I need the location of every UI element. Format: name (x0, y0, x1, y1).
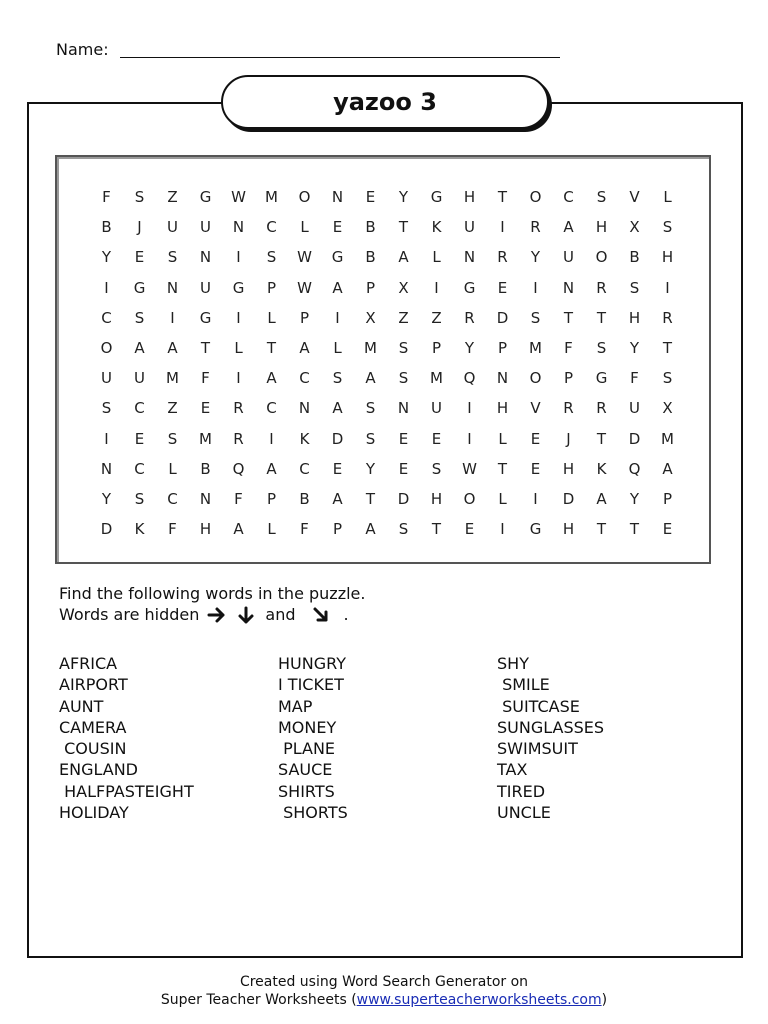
grid-letter: K (299, 429, 310, 448)
grid-letter: C (266, 218, 277, 237)
grid-letter: S (596, 188, 607, 206)
footer-prefix: Super Teacher Worksheets ( (160, 992, 357, 1008)
grid-letter: C (299, 459, 310, 478)
grid-letter: N (331, 188, 344, 206)
grid-letter: R (596, 399, 607, 418)
grid-letter: M (166, 369, 179, 388)
footer-line-1: Created using Word Search Generator on (239, 974, 529, 990)
grid-letter: G (430, 188, 443, 206)
grid-letter: R (530, 218, 541, 237)
word-item: HUNGRY (278, 654, 346, 673)
grid-letter: N (562, 278, 575, 297)
grid-letter: M (265, 188, 278, 206)
word-item: SAUCE (278, 760, 333, 780)
grid-letter: W (231, 188, 246, 206)
grid-letter: A (365, 369, 376, 388)
word-item: SHORTS (278, 803, 348, 823)
grid-letter: X (629, 218, 640, 237)
grid-letter: X (662, 399, 673, 418)
grid-letter: Q (463, 369, 476, 388)
grid-letter: S (101, 399, 112, 418)
grid-letter: I (236, 248, 241, 267)
word-item: TIRED (497, 781, 546, 801)
grid-letter: L (333, 338, 342, 357)
grid-letter: J (137, 218, 142, 237)
grid-letter: O (298, 188, 311, 206)
grid-letter: Y (101, 489, 112, 508)
arrow-down-right-icon (308, 605, 334, 625)
grid-letter: A (332, 399, 343, 418)
grid-letter: T (563, 308, 574, 327)
grid-letter: I (236, 308, 241, 327)
grid-letter: C (134, 399, 145, 418)
grid-letter: H (199, 520, 212, 539)
word-item: CAMERA (59, 717, 127, 737)
grid-letter: D (628, 429, 641, 448)
grid-letter: E (431, 429, 442, 448)
grid-letter: D (562, 489, 575, 508)
word-item: MAP (278, 696, 313, 716)
word-item: COUSIN (59, 739, 127, 759)
grid-letter: F (630, 369, 639, 388)
grid-letter: N (463, 248, 476, 267)
grid-letter: Y (464, 338, 475, 357)
grid-letter: E (398, 459, 409, 478)
grid-letter: H (661, 248, 674, 267)
grid-letter: G (595, 369, 608, 388)
grid-letter: O (529, 369, 542, 388)
grid-letter: R (497, 248, 508, 267)
grid-letter: B (299, 489, 310, 508)
grid-letter: N (397, 399, 410, 418)
grid-letter: O (595, 248, 608, 267)
grid-letter: E (134, 429, 145, 448)
grid-letter: C (299, 369, 310, 388)
grid-letter: K (431, 218, 442, 237)
grid-letter: W (297, 278, 312, 297)
grid-letter: X (365, 308, 376, 327)
grid-letter: P (332, 520, 343, 539)
grid-letter: E (662, 520, 673, 539)
word-item: HOLIDAY (59, 803, 129, 823)
word-item: AUNT (59, 696, 104, 716)
grid-letter: H (430, 489, 443, 508)
grid-letter: I (533, 489, 538, 508)
grid-letter: S (134, 308, 145, 327)
grid-letter: L (234, 338, 243, 357)
grid-letter: N (232, 218, 245, 237)
grid-letter: Y (629, 338, 640, 357)
grid-letter: G (331, 248, 344, 267)
instructions-line-2 (59, 605, 349, 625)
grid-letter: Y (629, 489, 640, 508)
grid-letter: S (266, 248, 277, 267)
grid-letter: N (199, 489, 212, 508)
grid-letter: L (267, 308, 276, 327)
grid-letter: T (200, 338, 211, 357)
grid-letter: M (364, 338, 377, 357)
grid-letter: T (596, 308, 607, 327)
grid-letter: P (266, 278, 277, 297)
worksheet-title: yazoo 3 (221, 75, 549, 129)
grid-letter: T (431, 520, 442, 539)
name-line (120, 57, 560, 58)
grid-letter: A (233, 520, 244, 539)
word-item: ENGLAND (59, 760, 138, 780)
grid-letter: L (498, 429, 507, 448)
grid-letter: B (101, 218, 112, 237)
grid-letter: I (665, 278, 670, 297)
grid-letter: T (365, 489, 376, 508)
grid-letter: S (332, 369, 343, 388)
grid-letter: M (661, 429, 674, 448)
word-item: HALFPASTEIGHT (59, 781, 194, 801)
grid-letter: D (331, 429, 344, 448)
word-item: SMILE (497, 675, 550, 695)
grid-letter: V (530, 399, 541, 418)
word-item: SUITCASE (497, 696, 580, 716)
grid-letter: Z (167, 399, 178, 418)
word-list-column-2 (278, 653, 348, 823)
grid-letter: E (365, 188, 376, 206)
grid-letter: X (398, 278, 409, 297)
grid-letter: K (134, 520, 145, 539)
grid-letter: F (102, 188, 111, 206)
grid-letter: F (300, 520, 309, 539)
grid-letter: E (530, 429, 541, 448)
grid-letter: I (269, 429, 274, 448)
grid-letter: I (434, 278, 439, 297)
grid-letter: G (199, 188, 212, 206)
word-item: SHY (497, 654, 529, 673)
grid-letter: V (629, 188, 640, 206)
grid-letter: U (101, 369, 112, 388)
grid-letter: B (629, 248, 640, 267)
grid-letter: L (432, 248, 441, 267)
grid-letter: I (104, 278, 109, 297)
grid-letter: M (199, 429, 212, 448)
grid-letter: I (467, 429, 472, 448)
grid-letter: I (533, 278, 538, 297)
footer (0, 973, 768, 1009)
grid-letter: Y (365, 459, 376, 478)
grid-letter: S (167, 429, 178, 448)
grid-letter: I (104, 429, 109, 448)
grid-letter: Z (398, 308, 409, 327)
grid-letter: A (167, 338, 178, 357)
grid-letter: A (266, 459, 277, 478)
instructions-end: . (343, 605, 349, 624)
grid-letter: W (297, 248, 312, 267)
grid-letter: F (234, 489, 243, 508)
arrow-right-icon (203, 605, 229, 625)
grid-letter: R (464, 308, 475, 327)
grid-letter: N (166, 278, 179, 297)
grid-letter: P (431, 338, 442, 357)
word-item: SHIRTS (278, 781, 335, 801)
word-item: UNCLE (497, 803, 551, 823)
grid-letter: S (365, 429, 376, 448)
grid-letter: U (464, 218, 475, 237)
grid-letter: I (500, 218, 505, 237)
grid-letter: N (199, 248, 212, 267)
grid-letter: T (398, 218, 409, 237)
word-item: AFRICA (59, 654, 118, 673)
grid-letter: R (563, 399, 574, 418)
grid-letter: C (167, 489, 178, 508)
grid-letter: L (267, 520, 276, 539)
grid-letter: C (563, 188, 574, 206)
grid-letter: S (398, 520, 409, 539)
grid-letter: R (233, 399, 244, 418)
grid-letter: Z (167, 188, 178, 206)
grid-letter: A (596, 489, 607, 508)
grid-letter: H (562, 520, 575, 539)
grid-letter: K (596, 459, 607, 478)
grid-letter: M (529, 338, 542, 357)
grid-letter: E (398, 429, 409, 448)
grid-letter: I (236, 369, 241, 388)
grid-letter: G (463, 278, 476, 297)
grid-letter: G (133, 278, 146, 297)
grid-letter: L (168, 459, 177, 478)
grid-letter: N (298, 399, 311, 418)
grid-letter: Q (628, 459, 641, 478)
grid-letter: O (529, 188, 542, 206)
grid-letter: S (167, 248, 178, 267)
grid-letter: A (398, 248, 409, 267)
footer-suffix: ) (601, 992, 608, 1008)
grid-letter: J (566, 429, 571, 448)
word-item: AIRPORT (59, 675, 128, 695)
grid-letter: R (233, 429, 244, 448)
grid-letter: U (134, 369, 145, 388)
grid-letter: O (463, 489, 476, 508)
grid-letter: H (628, 308, 641, 327)
grid-letter: M (430, 369, 443, 388)
footer-line-2 (0, 991, 768, 1009)
grid-letter: B (365, 218, 376, 237)
grid-letter: T (497, 459, 508, 478)
grid-letter: E (464, 520, 475, 539)
grid-letter: E (200, 399, 211, 418)
grid-letter: O (100, 338, 113, 357)
grid-letter: U (563, 248, 574, 267)
grid-letter: A (134, 338, 145, 357)
grid-letter: D (100, 520, 113, 539)
grid-letter: T (662, 338, 673, 357)
grid-letter: P (497, 338, 508, 357)
word-list-column-1 (59, 653, 194, 823)
grid-letter: S (134, 489, 145, 508)
name-label: Name: (56, 40, 109, 59)
grid-letter: A (266, 369, 277, 388)
grid-letter: D (496, 308, 509, 327)
grid-letter: H (496, 399, 509, 418)
grid-letter: G (529, 520, 542, 539)
grid-letter: G (232, 278, 245, 297)
grid-letter: H (595, 218, 608, 237)
grid-letter: S (365, 399, 376, 418)
grid-letter: C (134, 459, 145, 478)
grid-letter: I (500, 520, 505, 539)
grid-letter: N (100, 459, 113, 478)
grid-letter: A (662, 459, 673, 478)
grid-letter: L (663, 188, 672, 206)
grid-letter: T (266, 338, 277, 357)
grid-letter: S (530, 308, 541, 327)
grid-letter: S (662, 369, 673, 388)
word-item: I TICKET (278, 675, 344, 695)
grid-letter: U (200, 218, 211, 237)
grid-letter: R (662, 308, 673, 327)
grid-letter: T (596, 429, 607, 448)
grid-letter: F (201, 369, 210, 388)
grid-letter: P (266, 489, 277, 508)
grid-letter: A (299, 338, 310, 357)
grid-letter: S (431, 459, 442, 478)
arrow-down-icon (233, 605, 259, 625)
grid-letter: H (562, 459, 575, 478)
grid-letter: E (497, 278, 508, 297)
grid-letter: W (462, 459, 477, 478)
grid-letter: L (498, 489, 507, 508)
instructions-prefix: Words are hidden (59, 605, 200, 624)
grid-letter: N (496, 369, 509, 388)
word-item: MONEY (278, 717, 337, 737)
grid-letter: Y (398, 188, 409, 206)
footer-link[interactable]: www.superteacherworksheets.com (356, 992, 602, 1008)
grid-letter: E (134, 248, 145, 267)
grid-letter: F (168, 520, 177, 539)
grid-letter: Z (431, 308, 442, 327)
letter-grid (90, 182, 684, 544)
grid-letter: S (629, 278, 640, 297)
word-item: TAX (497, 760, 528, 780)
grid-letter: I (170, 308, 175, 327)
grid-letter: T (497, 188, 508, 206)
instructions-and: and (265, 605, 296, 624)
grid-letter: Q (232, 459, 245, 478)
grid-letter: P (299, 308, 310, 327)
grid-letter: S (662, 218, 673, 237)
grid-letter: H (463, 188, 476, 206)
grid-letter: A (332, 489, 343, 508)
grid-letter: T (629, 520, 640, 539)
grid-letter: U (167, 218, 178, 237)
grid-letter: S (596, 338, 607, 357)
grid-letter: G (199, 308, 212, 327)
instructions-line-1: Find the following words in the puzzle. (59, 584, 366, 603)
grid-letter: P (365, 278, 376, 297)
grid-letter: U (431, 399, 442, 418)
grid-letter: S (398, 338, 409, 357)
word-item: SUNGLASSES (497, 717, 605, 737)
grid-letter: E (332, 218, 343, 237)
grid-letter: C (101, 308, 112, 327)
grid-letter: S (134, 188, 145, 206)
grid-letter: I (335, 308, 340, 327)
word-list-column-3 (497, 653, 604, 823)
grid-letter: E (332, 459, 343, 478)
grid-letter: U (200, 278, 211, 297)
grid-letter: A (563, 218, 574, 237)
grid-letter: A (365, 520, 376, 539)
grid-letter: S (398, 369, 409, 388)
grid-letter: I (467, 399, 472, 418)
grid-letter: P (662, 489, 673, 508)
grid-letter: B (200, 459, 211, 478)
grid-letter: U (629, 399, 640, 418)
grid-letter: R (596, 278, 607, 297)
grid-letter: Y (530, 248, 541, 267)
grid-letter: P (563, 369, 574, 388)
grid-letter: B (365, 248, 376, 267)
grid-letter: D (397, 489, 410, 508)
grid-letter: C (266, 399, 277, 418)
grid-letter: L (300, 218, 309, 237)
grid-letter: A (332, 278, 343, 297)
grid-letter: Y (101, 248, 112, 267)
word-item: SWIMSUIT (497, 739, 578, 759)
word-item: PLANE (278, 739, 336, 759)
grid-letter: E (530, 459, 541, 478)
grid-letter: F (564, 338, 573, 357)
grid-letter: T (596, 520, 607, 539)
